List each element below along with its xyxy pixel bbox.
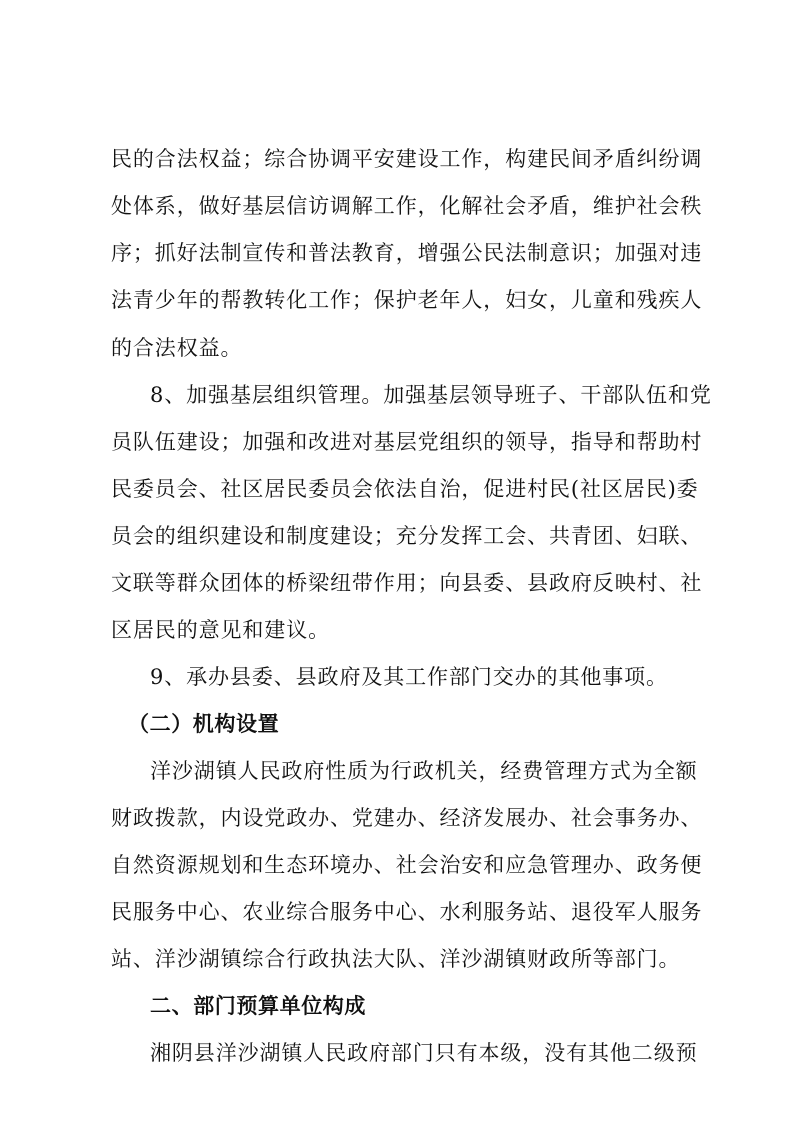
paragraph-line: 自然资源规划和生态环境办、社会治安和应急管理办、政务便 [111,853,703,877]
item-8-line: 8、加强基层组织管理。加强基层领导班子、干部队伍和党 [150,383,712,407]
paragraph-line: 湘阴县洋沙湖镇人民政府部门只有本级，没有其他二级预 [150,1041,698,1065]
paragraph-line: 财政拨款，内设党政办、党建办、经济发展办、社会事务办、 [111,806,703,830]
paragraph-line: 的合法权益。 [111,336,243,360]
section-heading-budget-units: 二、部门预算单位构成 [150,994,366,1018]
paragraph-line: 处体系，做好基层信访调解工作，化解社会矛盾，维护社会秩 [111,194,703,218]
paragraph-line: 民的合法权益；综合协调平安建设工作，构建民间矛盾纠纷调 [111,147,703,171]
paragraph-line: 民委员会、社区居民委员会依法自治，促进村民(社区居民)委 [111,477,699,501]
paragraph-line: 员会的组织建设和制度建设；充分发挥工会、共青团、妇联、 [111,524,703,548]
paragraph-line: 洋沙湖镇人民政府性质为行政机关，经费管理方式为全额 [150,759,698,783]
item-9-line: 9、承办县委、县政府及其工作部门交办的其他事项。 [150,665,668,689]
paragraph-line: 站、洋沙湖镇综合行政执法大队、洋沙湖镇财政所等部门。 [111,947,681,971]
paragraph-line: 序；抓好法制宣传和普法教育，增强公民法制意识；加强对违 [111,241,703,265]
paragraph-line: 法青少年的帮教转化工作；保护老年人，妇女，儿童和残疾人 [111,288,703,312]
section-heading-institution: （二）机构设置 [128,712,280,736]
paragraph-line: 民服务中心、农业综合服务中心、水利服务站、退役军人服务 [111,900,703,924]
paragraph-line: 员队伍建设；加强和改进对基层党组织的领导，指导和帮助村 [111,430,703,454]
paragraph-line: 区居民的意见和建议。 [111,618,330,642]
paragraph-line: 文联等群众团体的桥梁纽带作用；向县委、县政府反映村、社 [111,571,703,595]
